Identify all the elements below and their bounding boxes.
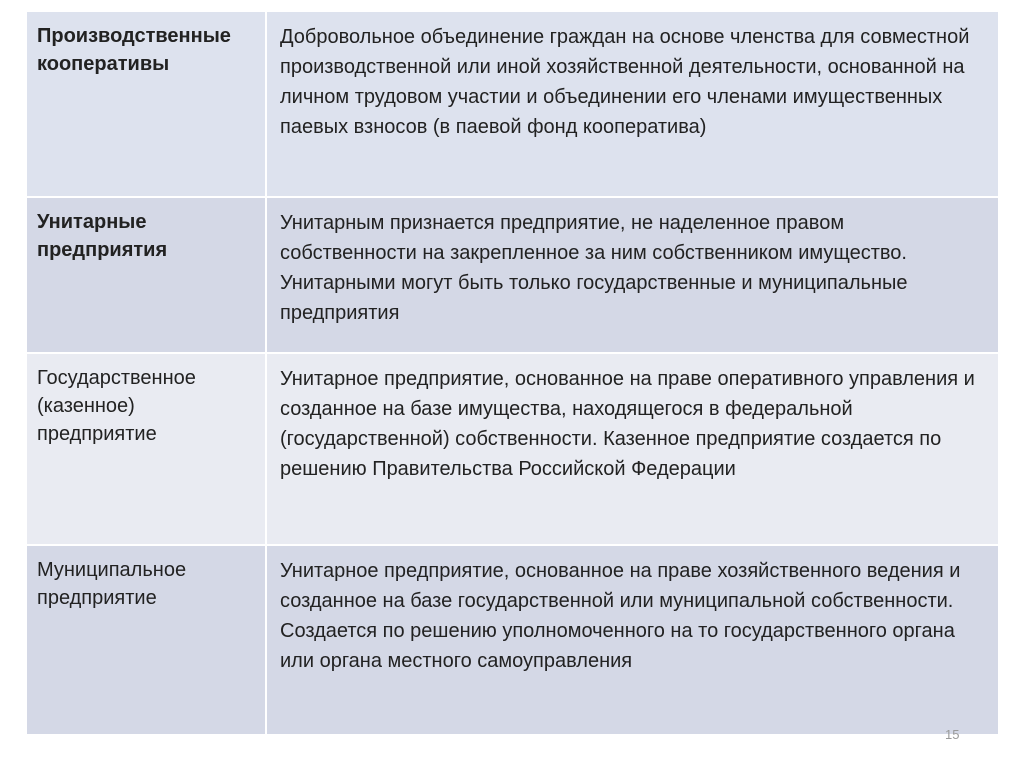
table-row <box>27 12 998 198</box>
table-row <box>27 198 998 354</box>
definition-cell: Унитарное предприятие, основанное на праве хозяйственного ведения и созданное на базе государственной или муниципальной собственности. Создается по решению уполномоченного на то государственного органа или органа местного самоуправления <box>280 560 961 672</box>
definition-cell: Унитарное предприятие, основанное на праве оперативного управления и созданное на базе имущества, находящегося в федеральной (государственной) собственности. Казенное предприятие создается по решению Правительства Российской Федерации <box>280 368 975 480</box>
definition-cell: Унитарным признается предприятие, не наделенное правом собственности на закрепленное за ним собственником имущество. Унитарными могут быть только государственные и муниципальные предприятия <box>280 212 908 324</box>
table-row <box>27 546 998 736</box>
definitions-table <box>27 12 998 736</box>
term-cell: Унитарные предприятия <box>27 198 267 352</box>
term-cell: Государственное (казенное) предприятие <box>27 354 267 544</box>
table-row <box>27 354 998 546</box>
definition-cell: Добровольное объединение граждан на основе членства для совместной производственной или иной хозяйственной деятельности, основанной на личном трудовом участии и объединении его членами имущественных паевых взносов (в паевой фонд кооператива) <box>280 26 970 138</box>
page-number: 15 <box>945 727 960 742</box>
term-cell: Муниципальное предприятие <box>27 546 267 734</box>
term-cell: Производственные кооперативы <box>27 12 267 196</box>
